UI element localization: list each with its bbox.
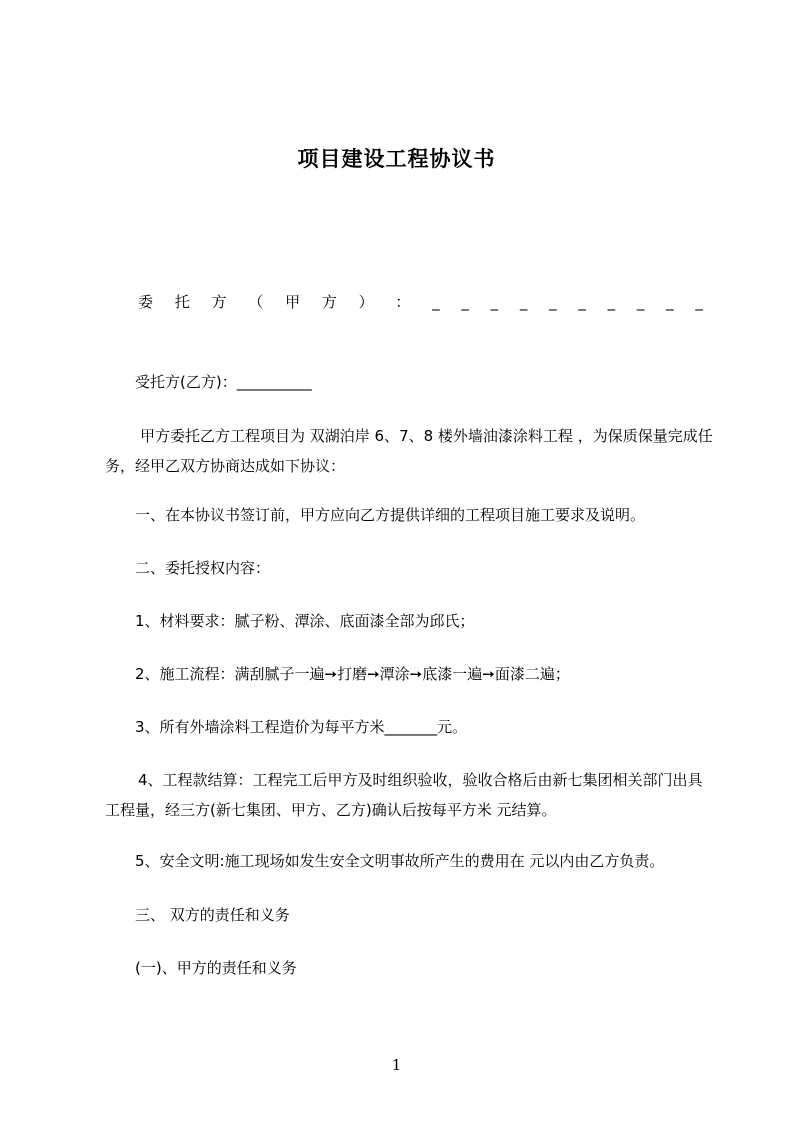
client-line-char: （ <box>248 293 264 311</box>
client-line-char: _ <box>490 293 499 311</box>
client-line-char: 方 <box>211 293 227 311</box>
clause-2-item-3: 3、所有外墙涂料工程造价为每平方米_______元。 <box>135 718 468 736</box>
document-title: 项目建设工程协议书 <box>297 147 496 171</box>
client-line-char: _ <box>607 293 616 311</box>
client-line-char: _ <box>636 293 645 311</box>
clause-2-item-4: 4、工程款结算：工程完工后甲方及时组织验收，验收合格后由新七集团相关部门出具工程量，经三方(新七集团、甲方、乙方)确认后按每平方米 元结算。 <box>105 771 703 819</box>
page-number: 1 <box>391 1056 402 1074</box>
intro-paragraph: 甲方委托乙方工程项目为 双湖泊岸 6、7、8 楼外墙油漆涂料工程 ，为保质保量完成任务，经甲乙双方协商达成如下协议： <box>105 427 713 475</box>
client-line-char: ） <box>358 293 374 311</box>
clause-1: 一、在本协议书签订前，甲方应向乙方提供详细的工程项目施工要求及说明。 <box>135 506 646 524</box>
client-line-char: 方 <box>321 293 337 311</box>
clause-2-item-2: 2、施工流程：满刮腻子一遍➙打磨➙潭涂➙底漆一遍➙面漆二遍； <box>135 665 570 683</box>
client-line-char: _ <box>461 293 469 311</box>
client-party-line <box>138 292 703 312</box>
client-line-char: 甲 <box>285 293 301 311</box>
clause-3-sub-1: (一)、甲方的责任和义务 <box>135 959 297 977</box>
client-line-char: _ <box>666 293 674 311</box>
contractor-party-line: 受托方(乙方)：__________ <box>135 373 312 391</box>
client-line-char: _ <box>519 293 528 311</box>
client-line-char: _ <box>432 293 440 311</box>
clause-2-item-5: 5、安全文明:施工现场如发生安全文明事故所产生的费用在 元以内由乙方负责。 <box>135 852 665 870</box>
clause-2: 二、委托授权内容： <box>135 559 271 577</box>
clause-3: 三、 双方的责任和义务 <box>135 906 290 924</box>
client-line-char: _ <box>549 293 557 311</box>
client-line-char: 托 <box>174 293 190 311</box>
client-line-char: ： <box>395 293 411 311</box>
client-line-char: _ <box>578 293 586 311</box>
clause-2-item-1: 1、材料要求：腻子粉、潭涂、底面漆全部为邱氏； <box>135 612 475 630</box>
client-line-char: _ <box>695 293 703 311</box>
client-line-char: 委 <box>138 293 154 311</box>
